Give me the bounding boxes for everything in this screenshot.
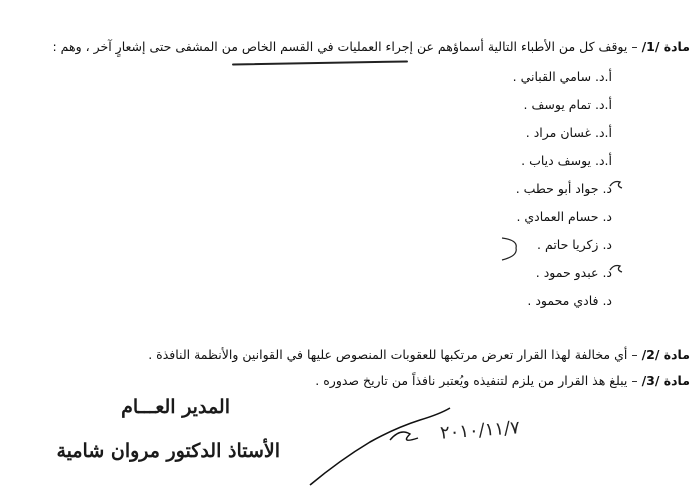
article-2 [10,346,690,364]
doctor-item: د. حسام العمادي . [516,209,612,224]
doctor-item: أ.د. غسان مراد . [525,125,612,140]
article-3-text: – يبلغ هذ القرار من يلزم لتنفيذه ويُعتبر نافذاً من تاريخ صدوره . [315,373,638,388]
check-mark-icon [608,178,624,192]
check-mark-icon [608,262,624,276]
doctor-item: د. عبدو حمود . [535,265,612,280]
doctor-item: أ.د. سامي القباني . [512,69,612,84]
handwritten-underline [232,60,408,65]
doctor-item: د. فادي محمود . [527,293,612,308]
doctor-item: د. جواد أبو حطب . [515,181,612,196]
doctor-item: أ.د. يوسف دياب . [521,153,612,168]
signature-scribble-icon [300,400,460,490]
article-1-label: مادة /1/ [641,39,690,54]
article-3 [10,372,690,390]
article-1-text: – يوقف كل من الأطباء التالية أسماؤهم عن إجراء العمليات في القسم الخاص من المشفى حتى إشعارٍ آخر ، وهم : [52,39,638,54]
bracket-mark-icon [498,236,522,262]
article-3-label: مادة /3/ [641,373,690,388]
article-1 [10,38,690,56]
signatory-title: المدير العـــام [121,396,230,418]
handwritten-date: ٢٠١٠/١١/٧ [439,417,521,444]
article-2-text: – أي مخالفة لهذا القرار تعرض مرتكبها للعقوبات المنصوص عليها في القوانين والأنظمة النافذة . [148,347,638,362]
signatory-name: الأستاذ الدكتور مروان شامية [56,440,280,462]
article-2-label: مادة /2/ [641,347,690,362]
doctor-item: د. زكريا حاتم . [537,237,612,252]
doctor-item: أ.د. تمام يوسف . [523,97,612,112]
